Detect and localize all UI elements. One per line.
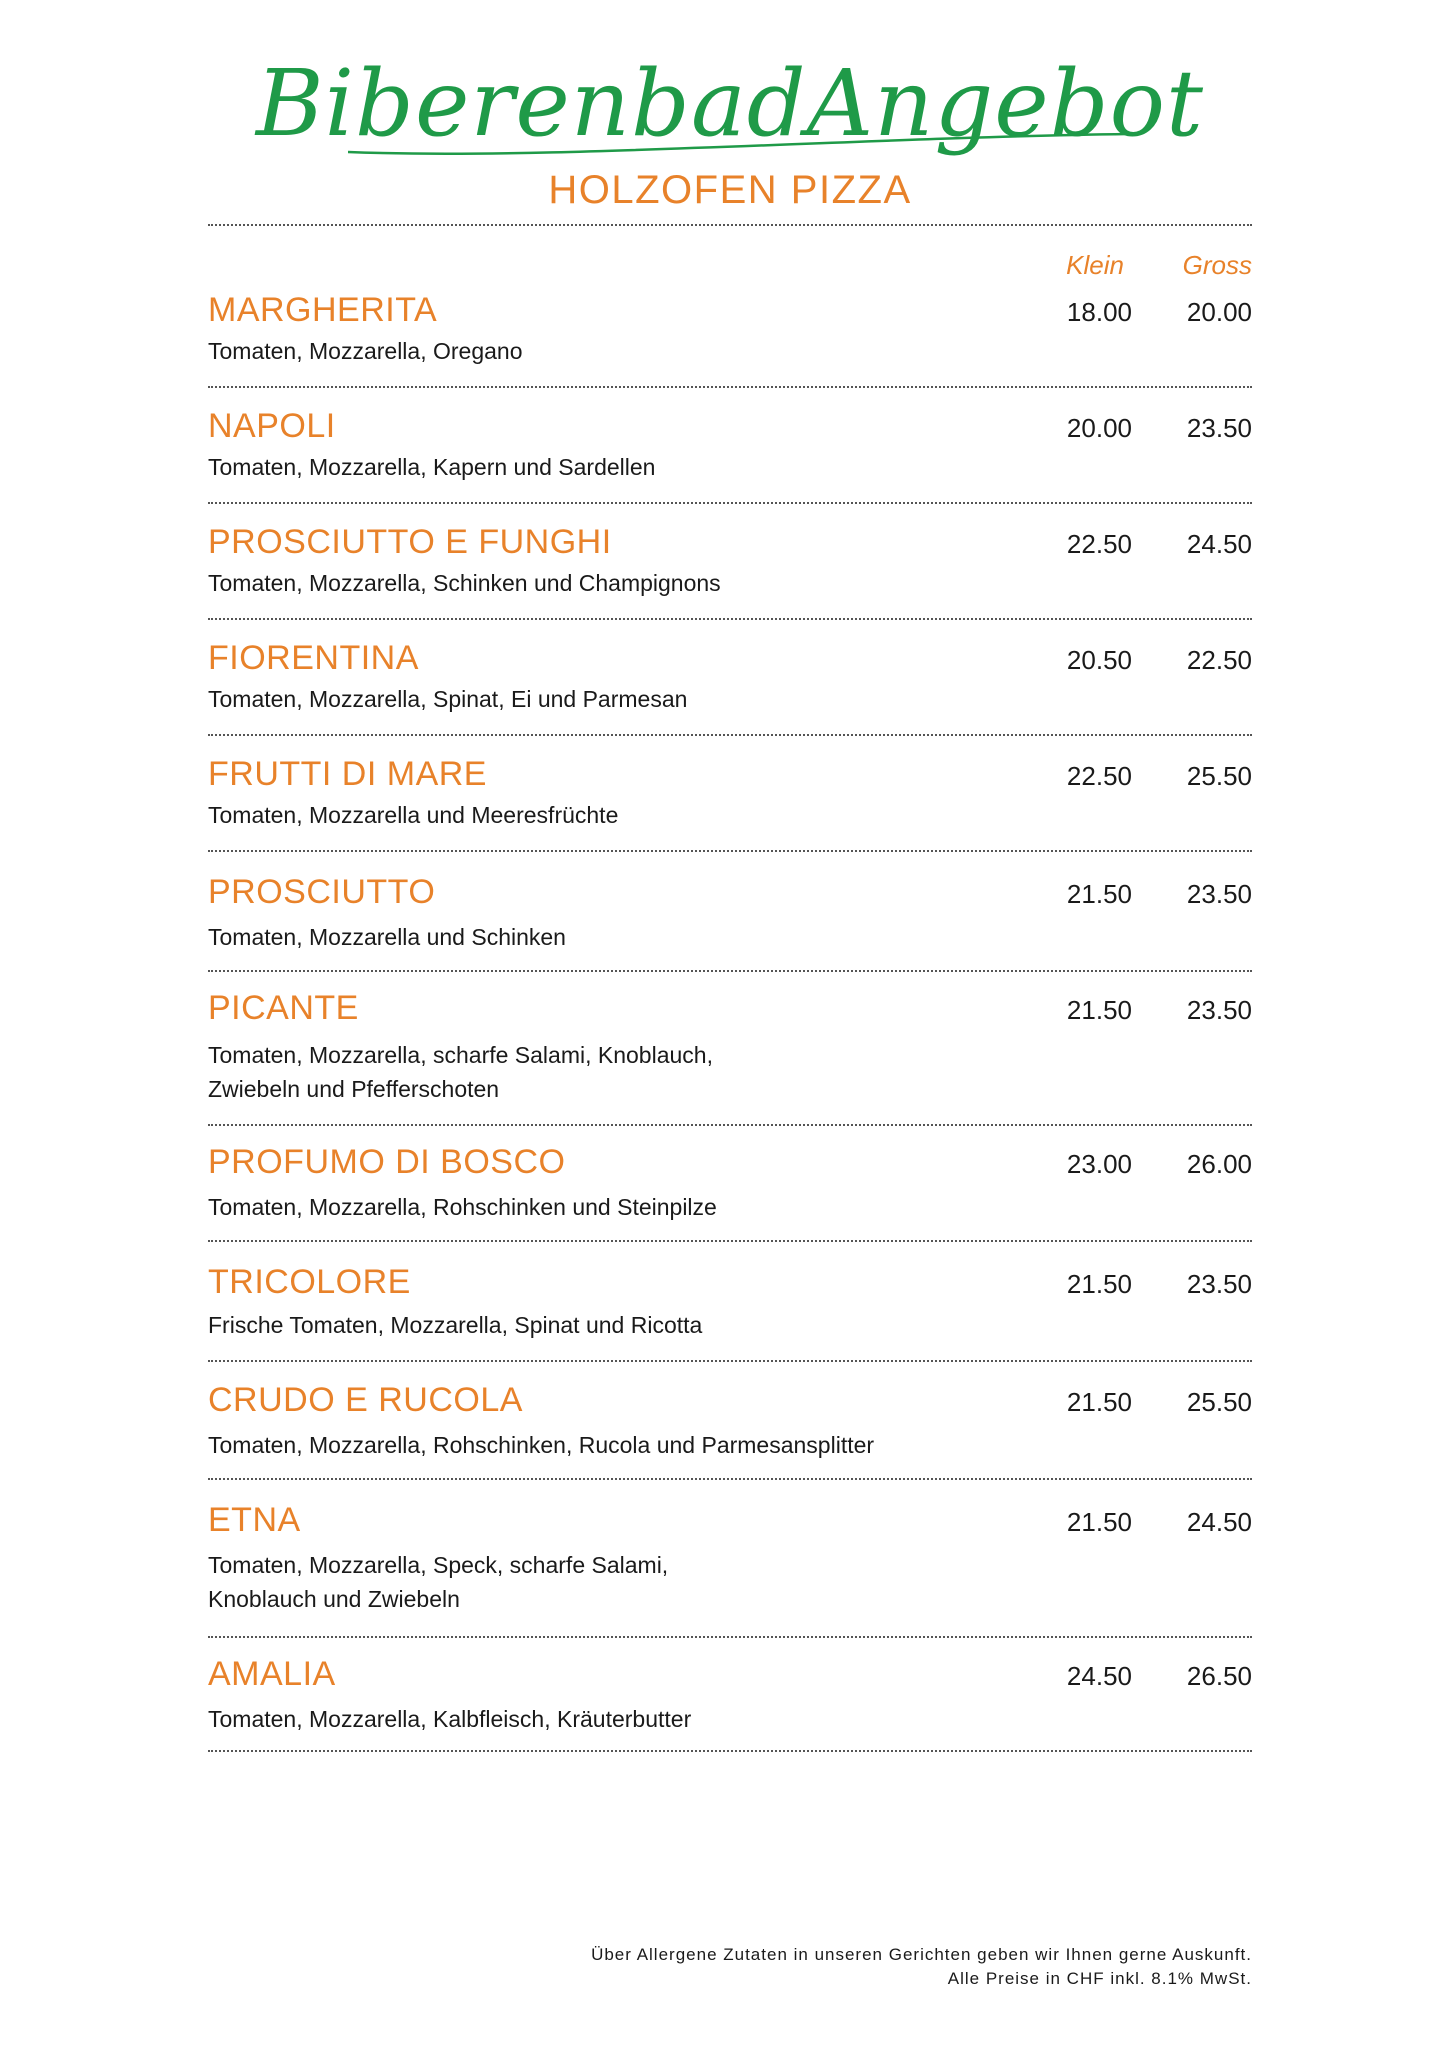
title-swash-decoration [348, 130, 1128, 160]
price-gross: 25.50 [1186, 761, 1252, 791]
item-description: Tomaten, Mozzarella, Kapern und Sardellen [208, 454, 656, 480]
price-klein: 20.50 [1066, 645, 1132, 675]
script-title-text: BiberenbadAngebot [256, 50, 1204, 157]
item-name: AMALIA [208, 1655, 336, 1693]
section-title: HOLZOFEN PIZZA [548, 168, 912, 212]
divider [208, 618, 1252, 620]
item-name: NAPOLI [208, 407, 336, 445]
item-name: PROSCIUTTO E FUNGHI [208, 523, 612, 561]
item-description-line-1: Tomaten, Mozzarella, Speck, scharfe Salami, [208, 1552, 669, 1578]
price-gross: 23.50 [1186, 995, 1252, 1025]
price-klein: 21.50 [1066, 879, 1132, 909]
item-description: Tomaten, Mozzarella, Oregano [208, 338, 523, 364]
divider [208, 734, 1252, 736]
item-name: TRICOLORE [208, 1263, 411, 1301]
item-description: Frische Tomaten, Mozzarella, Spinat und Ricotta [208, 1312, 703, 1338]
item-name: FIORENTINA [208, 639, 419, 677]
menu-page [208, 0, 1252, 2048]
divider [208, 850, 1252, 852]
price-gross: 22.50 [1186, 645, 1252, 675]
price-note: Alle Preise in CHF inkl. 8.1% MwSt. [947, 1969, 1252, 1988]
divider [208, 502, 1252, 504]
price-klein: 24.50 [1066, 1661, 1132, 1691]
divider [208, 1124, 1252, 1126]
allergen-note: Über Allergene Zutaten in unseren Gerichten geben wir Ihnen gerne Auskunft. [591, 1945, 1252, 1964]
item-name: PROSCIUTTO [208, 873, 436, 911]
item-description-line-2: Knoblauch und Zwiebeln [208, 1586, 460, 1612]
item-description: Tomaten, Mozzarella, Spinat, Ei und Parmesan [208, 686, 688, 712]
price-klein: 21.50 [1066, 1507, 1132, 1537]
footer-note [591, 1943, 1252, 1991]
price-klein: 20.00 [1066, 413, 1132, 443]
divider [208, 386, 1252, 388]
divider [208, 1240, 1252, 1242]
divider [208, 1750, 1252, 1752]
divider [208, 1360, 1252, 1362]
item-description: Tomaten, Mozzarella und Meeresfrüchte [208, 802, 619, 828]
item-description-line-1: Tomaten, Mozzarella, scharfe Salami, Knoblauch, [208, 1042, 713, 1068]
price-gross: 26.50 [1186, 1661, 1252, 1691]
item-description: Tomaten, Mozzarella, Kalbfleisch, Kräuterbutter [208, 1706, 692, 1732]
item-description: Tomaten, Mozzarella, Rohschinken, Rucola und Parmesansplitter [208, 1432, 875, 1458]
price-klein: 21.50 [1066, 995, 1132, 1025]
price-gross: 20.00 [1186, 297, 1252, 327]
column-header-klein: Klein [1066, 250, 1124, 280]
item-description: Tomaten, Mozzarella und Schinken [208, 924, 566, 950]
price-gross: 23.50 [1186, 1269, 1252, 1299]
price-gross: 23.50 [1186, 413, 1252, 443]
divider [208, 1636, 1252, 1638]
divider [208, 1478, 1252, 1480]
item-description-line-2: Zwiebeln und Pfefferschoten [208, 1076, 500, 1102]
divider [208, 970, 1252, 972]
price-gross: 23.50 [1186, 879, 1252, 909]
item-name: ETNA [208, 1501, 301, 1539]
price-gross: 24.50 [1186, 1507, 1252, 1537]
price-gross: 24.50 [1186, 529, 1252, 559]
price-gross: 25.50 [1186, 1387, 1252, 1417]
column-header-gross: Gross [1182, 250, 1252, 280]
price-klein: 23.00 [1066, 1149, 1132, 1179]
item-name: FRUTTI DI MARE [208, 755, 487, 793]
item-name: PROFUMO DI BOSCO [208, 1143, 566, 1181]
item-name: MARGHERITA [208, 291, 438, 329]
divider [208, 224, 1252, 226]
price-klein: 21.50 [1066, 1387, 1132, 1417]
price-klein: 22.50 [1066, 529, 1132, 559]
item-description [208, 1548, 908, 1616]
item-name: PICANTE [208, 989, 359, 1027]
item-name: CRUDO E RUCOLA [208, 1381, 523, 1419]
item-description: Tomaten, Mozzarella, Rohschinken und Steinpilze [208, 1194, 717, 1220]
price-klein: 22.50 [1066, 761, 1132, 791]
item-description [208, 1038, 908, 1106]
price-gross: 26.00 [1186, 1149, 1252, 1179]
script-title [208, 50, 1252, 157]
price-klein: 18.00 [1066, 297, 1132, 327]
price-klein: 21.50 [1066, 1269, 1132, 1299]
item-description: Tomaten, Mozzarella, Schinken und Champignons [208, 570, 721, 596]
